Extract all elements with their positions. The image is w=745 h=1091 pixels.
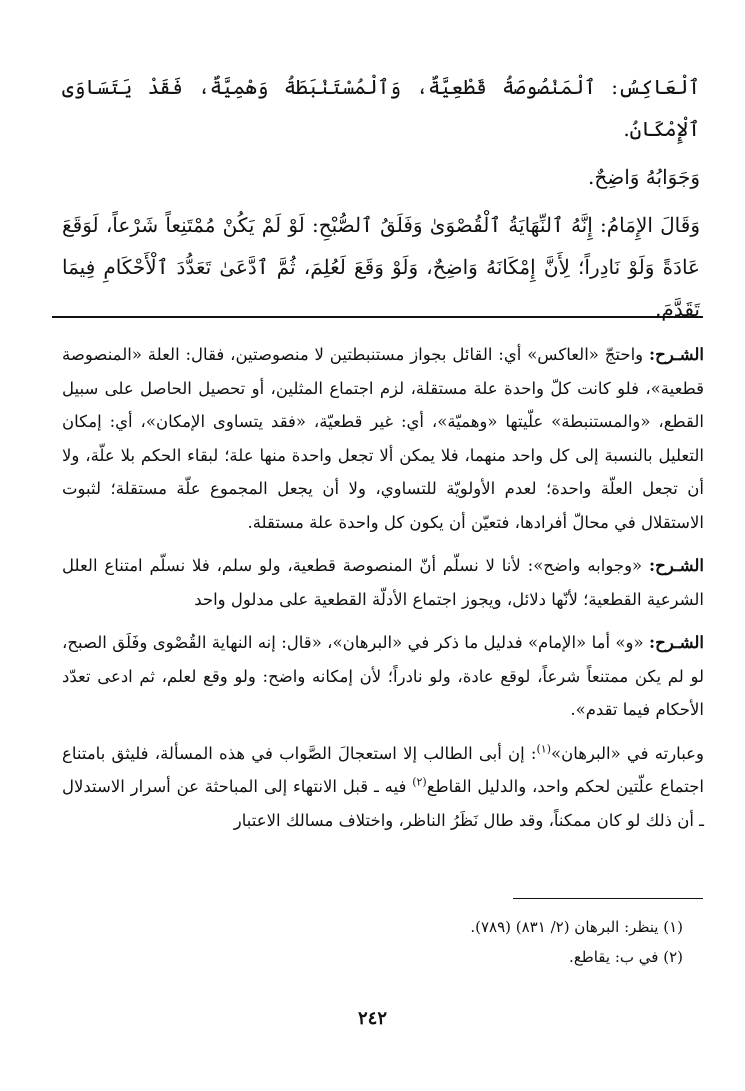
sharh-paragraph-3 [62,626,704,727]
sharh-label: الشـرح: [648,633,704,652]
sharh-paragraph-1 [62,338,704,539]
sharh-paragraph-4-text-b: : إن أبى الطالب إلا استعجالَ الصَّواب في هذه المسألة، فليثق بامتناع اجتماع علّتين لحكم واحد، والدليل القاطع [62,743,704,796]
matn-paragraph-2: وَجَوَابُهُ وَاضِحٌ. [587,165,700,189]
sharh-text-block [62,338,704,847]
sharh-paragraph-4 [62,737,704,838]
footnote-divider [513,898,703,899]
sharh-paragraph-4-text-c: فيه ـ قبل الانتهاء إلى المباحثة عن أسرار الاستدلال ـ أن ذلك لو كان ممكناً، وقد طال نَظَرُ الناظر، واختلاف مسالك الاعتبار [62,777,704,830]
matn-paragraph-1: ٱلْعَاكِسُ: ٱلْمَنْصُوصَةُ قَطْعِيَّةٌ، وَٱلْمُسْتَنْبَطَةُ وَهْمِيَّةٌ، فَقَدْ يَتَسَاوَى ٱلْإِمْكَانُ. [62,75,700,141]
sharh-paragraph-3-text: «و» أما «الإمام» فدليل ما ذكر في «البرهان»، «قال: إنه النهاية القُصْوى وفَلَق الصبح، لو لم يكن ممتنعاً شرعاً، لوقع عادة، ولو نادراً؛ لأن إمكانه واضح: ولو وقع لعلم، ثم ادعى تعدّد الأحكام فيما تقدم». [62,633,704,719]
footnotes [183,912,683,972]
footnote-ref-2[interactable]: (٢) [412,775,427,789]
page-number: ٢٤٢ [357,1008,387,1029]
matn-text-block [62,66,700,336]
sharh-label: الشـرح: [648,556,704,575]
sharh-paragraph-4-text-a: وعبارته في «البرهان» [550,743,704,763]
sharh-paragraph-2-text: «وجوابه واضح»: لأنا لا نسلّم أنّ المنصوصة قطعية، ولو سلم، فلا نسلّم امتناع العلل الشرعية القطعية؛ لأنّها دلائل، ويجوز اجتماع الأدلّة القطعية على مدلول واحد [62,556,704,609]
sharh-paragraph-1-text: واحتجّ «العاكس» أي: القائل بجواز مستنبطتين لا منصوصتين، فقال: العلة «المنصوصة قطعية»، فلو كانت كلّ واحدة علة مستقلة، لزم اجتماع المثلين، أو تحصيل الحاصل على سبيل القطع، «والمستنبطة» علّيتها «وهميّة»، أي: غير قطعيّة، «فقد يتساوى الإمكان»، أي: إمكان التعليل بالنسبة إلى كل واحد منهما، فلا يمكن ألا تجعل واحدة منها علة؛ لبقاء الحكم بلا علّة، ولا أن تجعل العلّة واحدة؛ لعدم الأولويّة للتساوي، ولا أن يجعل المجموع علّة مستقلة؛ لثبوت الاستقلال في محالّ أفرادها، فتعيّن أن يكون كل واحدة علة مستقلة. [62,345,704,532]
footnote-ref-1[interactable]: (١) [536,742,551,755]
footnote-1: (١) ينظر: البرهان (٢/ ٨٣١) (٧٨٩). [470,918,683,936]
sharh-label: الشـرح: [648,345,704,364]
footnote-2: (٢) في ب: يقاطع. [569,948,683,966]
matn-paragraph-3: وَقَالَ الإِمَامُ: إِنَّهُ ٱلنِّهَايَةُ ٱلْقُصْوَىٰ وَفَلَقُ ٱلصُّبْحِ: لَوْ لَمْ يَكُنْ مُمْتَنِعاً شَرْعاً، لَوَقَعَ عَادَةً وَلَوْ نَادِراً؛ لِأَنَّ إِمْكَانَهُ وَاضِحٌ، وَلَوْ وَقَعَ لَعُلِمَ، ثُمَّ ٱدَّعَىٰ تَعَدُّدَ ٱلْأَحْكَامِ فِيمَا تَقَدَّمَ. [62,213,700,321]
section-divider [52,316,703,318]
sharh-paragraph-2 [62,549,704,616]
